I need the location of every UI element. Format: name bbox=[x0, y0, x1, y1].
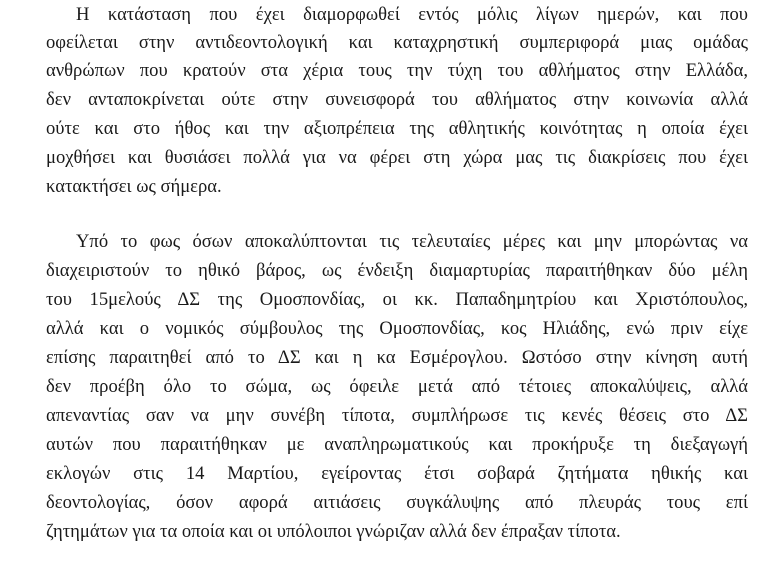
paragraph-2-line-10: δεοντολογίας, όσον αφορά αιτιάσεις συγκάλυψης από πλευράς τους επί bbox=[46, 492, 748, 513]
paragraph-2-line-5: επίσης παραιτηθεί από το ΔΣ και η κα Εσμέρογλου. Ωστόσο στην κίνηση αυτή bbox=[46, 347, 748, 368]
paragraph-1-line-3: ανθρώπων που κρατούν στα χέρια τους την τύχη του αθλήματος στην Ελλάδα, bbox=[46, 60, 748, 81]
paragraph-2-line-1: Υπό το φως όσων αποκαλύπτονται τις τελευταίες μέρες και μην μπορώντας να bbox=[76, 231, 748, 252]
paragraph-1-line-5: ούτε και στο ήθος και την αξιοπρέπεια της αθλητικής κοινότητας η οποία έχει bbox=[46, 118, 748, 139]
paragraph-1-line-1: Η κατάσταση που έχει διαμορφωθεί εντός μόλις λίγων ημερών, και που bbox=[76, 4, 748, 25]
paragraph-2-line-3: του 15μελούς ΔΣ της Ομοσπονδίας, οι κκ. Παπαδημητρίου και Χριστόπουλος, bbox=[46, 289, 748, 310]
paragraph-2-line-4: αλλά και ο νομικός σύμβουλος της Ομοσπονδίας, κος Ηλιάδης, ενώ πριν είχε bbox=[46, 318, 748, 339]
paragraph-2-line-6: δεν προέβη όλο το σώμα, ως όφειλε μετά από τέτοιες αποκαλύψεις, αλλά bbox=[46, 376, 748, 397]
paragraph-1-line-6: μοχθήσει και θυσιάσει πολλά για να φέρει στη χώρα μας τις διακρίσεις που έχει bbox=[46, 147, 748, 168]
paragraph-2-line-2: διαχειριστούν το ηθικό βάρος, ως ένδειξη διαμαρτυρίας παραιτήθηκαν δύο μέλη bbox=[46, 260, 748, 281]
paragraph-1-line-2: οφείλεται στην αντιδεοντολογική και καταχρηστική συμπεριφορά μιας ομάδας bbox=[46, 32, 748, 53]
paragraph-2-line-9: εκλογών στις 14 Μαρτίου, εγείροντας έτσι σοβαρά ζητήματα ηθικής και bbox=[46, 463, 748, 484]
paragraph-1-line-4: δεν ανταποκρίνεται ούτε στην συνεισφορά του αθλήματος στην κοινωνία αλλά bbox=[46, 89, 748, 110]
paragraph-2-line-11: ζητημάτων για τα οποία και οι υπόλοιποι γνώριζαν αλλά δεν έπραξαν τίποτα. bbox=[46, 521, 621, 542]
paragraph-1-line-7: κατακτήσει ως σήμερα. bbox=[46, 176, 222, 197]
paragraph-2-line-8: αυτών που παραιτήθηκαν με αναπληρωματικούς και προκήρυξε τη διεξαγωγή bbox=[46, 434, 748, 455]
paragraph-2-line-7: απεναντίας σαν να μην συνέβη τίποτα, συμπλήρωσε τις κενές θέσεις στο ΔΣ bbox=[46, 405, 748, 426]
